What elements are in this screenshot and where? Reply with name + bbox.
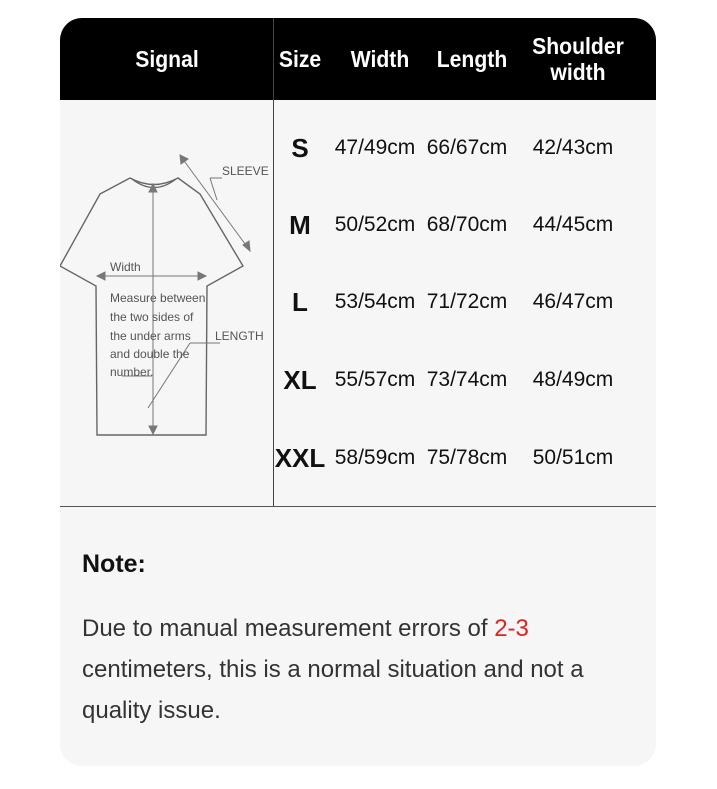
- header-length: Length: [436, 46, 508, 72]
- width-cell: 55/57cm: [334, 368, 416, 391]
- measure-line-3: the under arms: [110, 329, 191, 343]
- header-shoulder-line1: Shoulder: [532, 33, 624, 59]
- note-text-before: Due to manual measurement errors of: [82, 615, 495, 642]
- label-width: Width: [110, 260, 141, 274]
- section-divider: [60, 506, 656, 507]
- width-cell: 47/49cm: [334, 136, 416, 159]
- table-header: [60, 18, 656, 100]
- note-highlight: 2-3: [494, 615, 529, 642]
- shoulder-cell: 50/51cm: [532, 446, 614, 469]
- size-cell: XL: [283, 364, 317, 395]
- measure-line-2: the two sides of: [110, 310, 194, 324]
- size-cell: S: [291, 132, 309, 163]
- width-cell: 53/54cm: [334, 290, 416, 313]
- length-cell: 73/74cm: [426, 368, 508, 391]
- label-length: LENGTH: [215, 329, 264, 343]
- length-cell: 71/72cm: [426, 290, 508, 313]
- size-cell: L: [292, 286, 308, 317]
- size-cell: M: [289, 209, 311, 240]
- header-width: Width: [350, 46, 410, 72]
- header-size: Size: [278, 46, 322, 72]
- shoulder-cell: 44/45cm: [532, 213, 614, 236]
- size-row: [274, 128, 656, 168]
- note-text: [82, 608, 642, 731]
- header-signal: Signal: [135, 46, 199, 72]
- column-divider: [273, 18, 274, 507]
- length-cell: 75/78cm: [426, 446, 508, 469]
- shoulder-cell: 46/47cm: [532, 290, 614, 313]
- size-cell: XXL: [274, 442, 326, 473]
- width-cell: 50/52cm: [334, 213, 416, 236]
- size-row: [274, 438, 656, 478]
- measure-line-1: Measure between: [110, 291, 206, 305]
- width-cell: 58/59cm: [334, 446, 416, 469]
- shoulder-cell: 48/49cm: [532, 368, 614, 391]
- measure-line-4: and double the: [110, 347, 190, 361]
- label-sleeve: SLEEVE: [222, 164, 269, 178]
- size-row: [274, 360, 656, 400]
- header-shoulder-width: [528, 18, 627, 100]
- header-shoulder-line2: width: [550, 59, 606, 85]
- length-cell: 68/70cm: [426, 213, 508, 236]
- size-row: [274, 282, 656, 322]
- tshirt-measurement-diagram: [60, 118, 273, 448]
- shoulder-cell: 42/43cm: [532, 136, 614, 159]
- note-title: Note:: [82, 550, 146, 578]
- measure-line-5: number.: [110, 365, 154, 379]
- length-cell: 66/67cm: [426, 136, 508, 159]
- size-chart-card: [60, 18, 656, 766]
- tshirt-outline: [60, 178, 243, 435]
- note-text-after: centimeters, this is a normal situation and not a quality issue.: [82, 656, 584, 724]
- size-row: [274, 205, 656, 245]
